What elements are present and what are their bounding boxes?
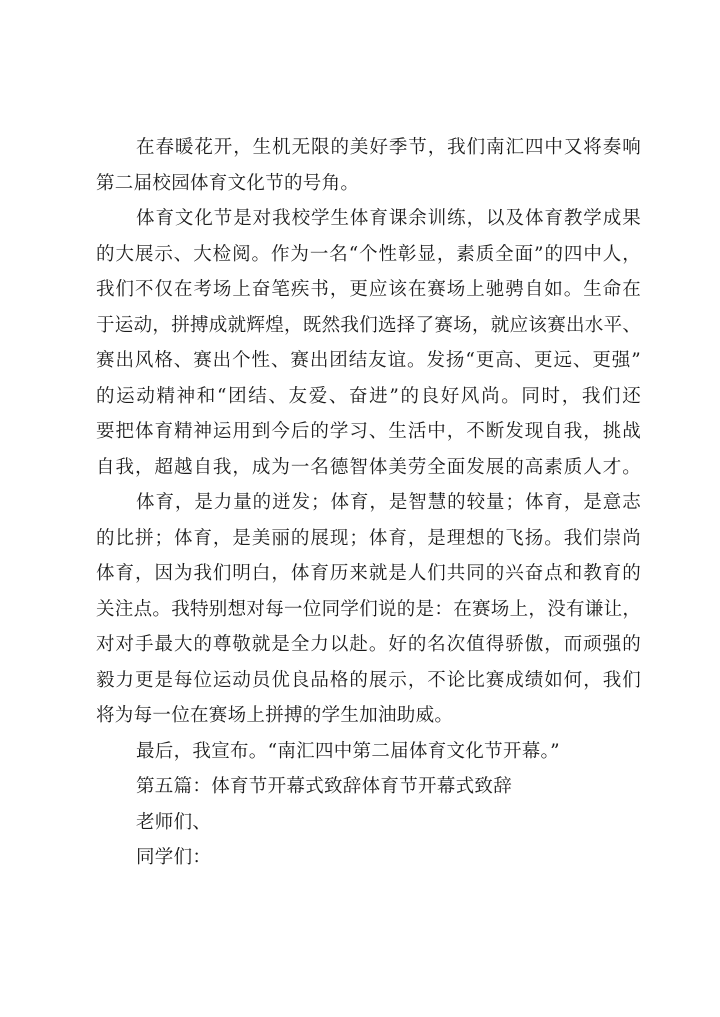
text-line: 体育文化节是对我校学生体育课余训练，以及体育教学成果 bbox=[136, 208, 641, 229]
text-line: 的比拼；体育，是美丽的展现；体育，是理想的飞扬。我们崇尚 bbox=[96, 527, 641, 549]
text-line: 对对手最大的尊敬就是全力以赴。好的名次值得骄傲，而顽强的 bbox=[96, 634, 641, 655]
text-line: 我们不仅在考场上奋笔疾书，更应该在赛场上驰骋自如。生命在 bbox=[96, 279, 641, 300]
text-line: 最后，我宣布。“南汇四中第二届体育文化节开幕。” bbox=[136, 740, 560, 762]
section-heading: 第五篇：体育节开幕式致辞体育节开幕式致辞 bbox=[136, 776, 513, 797]
text-line: 于运动，拼搏成就辉煌，既然我们选择了赛场，就应该赛出水平、 bbox=[96, 314, 642, 336]
text-line: 第二届校园体育文化节的号角。 bbox=[96, 172, 360, 194]
text-line: 的大展示、大检阅。作为一名“个性彰显，素质全面”的四中人， bbox=[96, 243, 641, 265]
text-line: 同学们： bbox=[136, 847, 212, 868]
text-line: 在春暖花开，生机无限的美好季节，我们南汇四中又将奏响 bbox=[136, 137, 641, 158]
text-line: 的运动精神和“团结、友爱、奋进”的良好风尚。同时，我们还 bbox=[96, 385, 641, 407]
text-line: 关注点。我特别想对每一位同学们说的是：在赛场上，没有谦让， bbox=[96, 598, 642, 620]
document-page bbox=[96, 130, 641, 876]
text-line: 毅力更是每位运动员优良品格的展示，不论比赛成绩如何，我们 bbox=[96, 669, 641, 691]
text-line: 体育，是力量的迸发；体育，是智慧的较量；体育，是意志 bbox=[136, 492, 641, 513]
text-line: 自我，超越自我，成为一名德智体美劳全面发展的高素质人才。 bbox=[96, 456, 641, 478]
text-line: 体育，因为我们明白，体育历来就是人们共同的兴奋点和教育的 bbox=[96, 563, 641, 584]
text-line: 老师们、 bbox=[136, 811, 212, 833]
text-line: 赛出风格、赛出个性、赛出团结友谊。发扬“更高、更远、更强” bbox=[96, 350, 641, 371]
text-line: 要把体育精神运用到今后的学习、生活中，不断发现自我，挑战 bbox=[96, 421, 641, 442]
text-line: 将为每一位在赛场上拼搏的学生加油助威。 bbox=[96, 705, 454, 726]
